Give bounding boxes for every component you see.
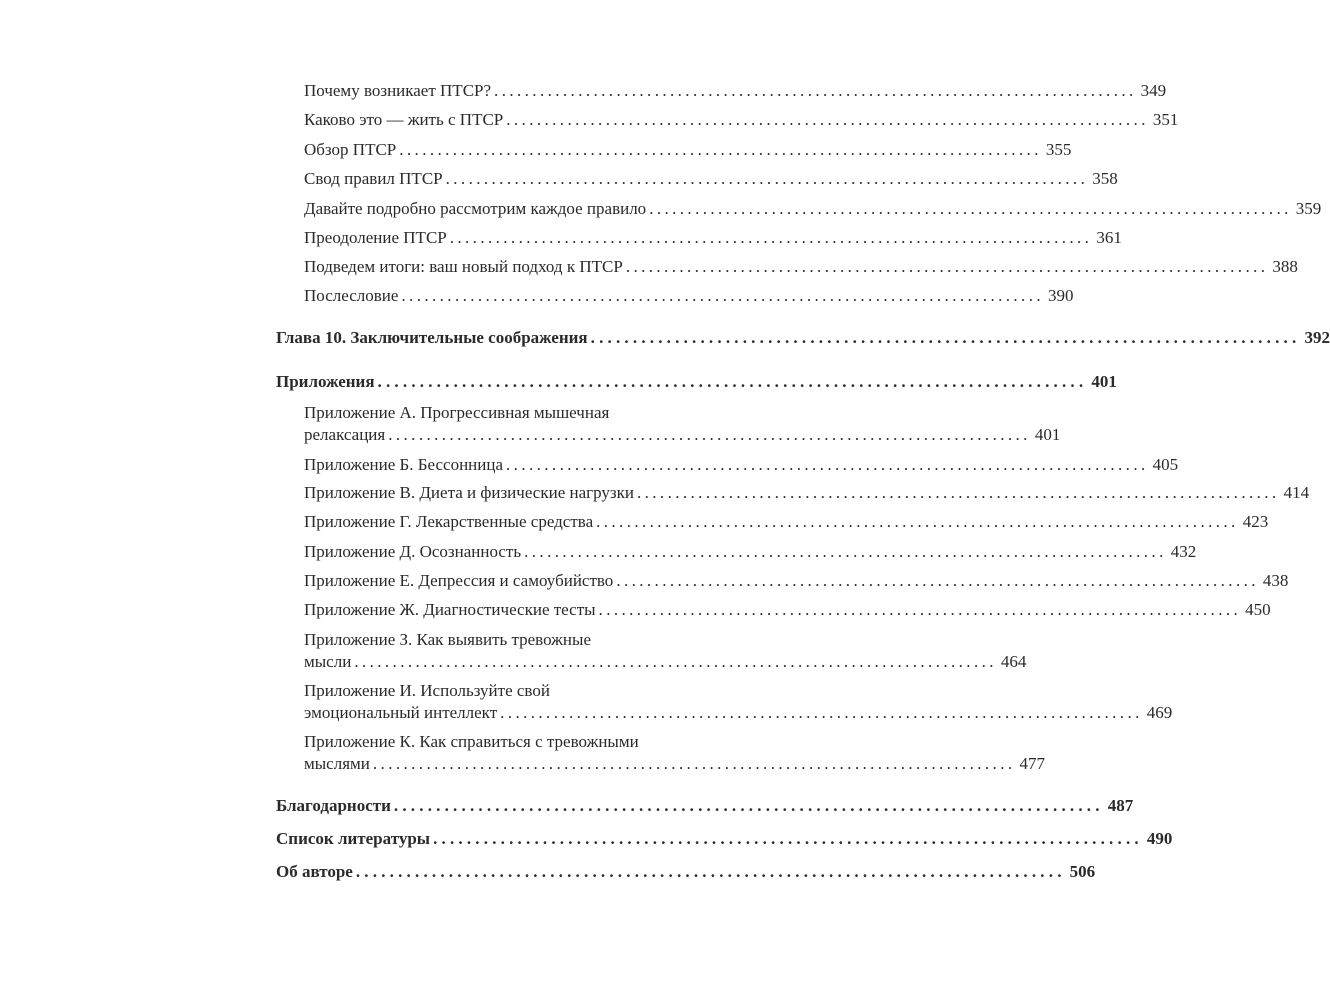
toc-page-number: 469 bbox=[1146, 703, 1173, 722]
toc-page-number: 477 bbox=[1019, 754, 1045, 773]
toc-entry[interactable] bbox=[304, 168, 1118, 190]
dot-leader: .................................................................................... bbox=[596, 512, 1239, 531]
toc-entry-title: Давайте подробно рассмотрим каждое правило bbox=[304, 199, 647, 218]
toc-entry[interactable] bbox=[304, 702, 1173, 724]
toc-entry[interactable] bbox=[304, 753, 1045, 775]
dot-leader: .................................................................................... bbox=[355, 862, 1066, 881]
toc-entry[interactable] bbox=[304, 651, 1027, 673]
toc-entry-title: эмоциональный интеллект bbox=[304, 703, 498, 722]
toc-entry[interactable] bbox=[304, 454, 1179, 476]
dot-leader: .................................................................................... bbox=[445, 169, 1089, 188]
toc-entry-title-line1: Приложение А. Прогрессивная мышечная bbox=[304, 403, 610, 422]
toc-page-number: 506 bbox=[1069, 862, 1096, 881]
toc-page-number: 414 bbox=[1283, 483, 1310, 502]
toc-entry-title: Подведем итоги: ваш новый подход к ПТСР bbox=[304, 257, 623, 276]
toc-entry-title: Обзор ПТСР bbox=[304, 140, 397, 159]
toc-entry[interactable] bbox=[304, 109, 1179, 131]
toc-page-number: 450 bbox=[1245, 600, 1271, 619]
toc-entry-title-line1: Приложение З. Как выявить тревожные bbox=[304, 630, 591, 649]
toc-entry-title: Благодарности bbox=[276, 796, 391, 815]
toc-entry[interactable] bbox=[304, 139, 1072, 161]
toc-page-number: 349 bbox=[1140, 81, 1167, 100]
toc-page-number: 487 bbox=[1107, 796, 1134, 815]
toc-page-number: 438 bbox=[1262, 571, 1289, 590]
toc-entry[interactable] bbox=[304, 424, 1061, 446]
dot-leader: .................................................................................... bbox=[590, 328, 1301, 347]
toc-entry[interactable] bbox=[304, 599, 1271, 621]
toc-page-number: 355 bbox=[1045, 140, 1072, 159]
toc-entry[interactable] bbox=[304, 285, 1074, 307]
toc-entry[interactable] bbox=[304, 227, 1122, 249]
toc-entry-title: мыслями bbox=[304, 754, 370, 773]
dot-leader: .................................................................................... bbox=[494, 81, 1137, 100]
toc-entry-title: Список литературы bbox=[276, 829, 431, 848]
toc-page-number: 423 bbox=[1242, 512, 1269, 531]
toc-entry-title: Свод правил ПТСР bbox=[304, 169, 443, 188]
toc-entry-title: Приложение Ж. Диагностические тесты bbox=[304, 600, 596, 619]
dot-leader: .................................................................................... bbox=[388, 425, 1031, 444]
toc-entry-title: Приложения bbox=[276, 372, 375, 391]
dot-leader: .................................................................................... bbox=[598, 600, 1242, 619]
toc-entry-title: Приложение Е. Депрессия и самоубийство bbox=[304, 571, 614, 590]
dot-leader: .................................................................................... bbox=[393, 796, 1104, 815]
toc-page-number: 351 bbox=[1152, 110, 1179, 129]
dot-leader: .................................................................................... bbox=[649, 199, 1292, 218]
dot-leader: .................................................................................... bbox=[449, 228, 1093, 247]
toc-page-number: 401 bbox=[1091, 372, 1117, 391]
dot-leader: .................................................................................... bbox=[354, 652, 997, 671]
toc-entry[interactable] bbox=[304, 80, 1167, 102]
toc-chapter-entry[interactable] bbox=[276, 861, 1096, 883]
dot-leader: .................................................................................... bbox=[399, 140, 1042, 159]
toc-entry-title: Преодоление ПТСР bbox=[304, 228, 447, 247]
toc-entry-title: релаксация bbox=[304, 425, 386, 444]
dot-leader: .................................................................................... bbox=[616, 571, 1259, 590]
toc-page-number: 464 bbox=[1000, 652, 1027, 671]
dot-leader: .................................................................................... bbox=[524, 542, 1167, 561]
toc-entry-title: Каково это — жить с ПТСР bbox=[304, 110, 504, 129]
toc-chapter-entry[interactable] bbox=[276, 371, 1117, 393]
dot-leader: .................................................................................... bbox=[506, 455, 1149, 474]
toc-page-number: 401 bbox=[1034, 425, 1061, 444]
toc-entry-title-line1: Приложение И. Используйте свой bbox=[304, 681, 550, 700]
toc-entry[interactable] bbox=[304, 541, 1197, 563]
toc-entry[interactable] bbox=[304, 198, 1322, 220]
dot-leader: .................................................................................... bbox=[500, 703, 1143, 722]
dot-leader: .................................................................................... bbox=[506, 110, 1149, 129]
toc-page-number: 390 bbox=[1048, 286, 1074, 305]
toc-page-number: 388 bbox=[1272, 257, 1298, 276]
toc-entry-title: Глава 10. Заключительные соображения bbox=[276, 328, 588, 347]
toc-chapter-entry[interactable] bbox=[276, 795, 1134, 817]
toc-entry-title: Приложение Г. Лекарственные средства bbox=[304, 512, 594, 531]
toc-page-number: 361 bbox=[1096, 228, 1122, 247]
toc-page-number: 405 bbox=[1152, 455, 1179, 474]
dot-leader: .................................................................................... bbox=[372, 754, 1016, 773]
dot-leader: .................................................................................... bbox=[401, 286, 1045, 305]
toc-page-number: 490 bbox=[1146, 829, 1173, 848]
toc-entry-title: Приложение В. Диета и физические нагрузки bbox=[304, 483, 634, 502]
toc-entry-title: Приложение Б. Бессонница bbox=[304, 455, 504, 474]
dot-leader: .................................................................................... bbox=[625, 257, 1269, 276]
toc-entry[interactable] bbox=[304, 482, 1310, 504]
toc-entry-title: Почему возникает ПТСР? bbox=[304, 81, 492, 100]
toc-page-number: 432 bbox=[1170, 542, 1197, 561]
dot-leader: .................................................................................... bbox=[636, 483, 1280, 502]
toc-chapter-entry[interactable] bbox=[276, 327, 1330, 349]
toc-entry[interactable] bbox=[304, 511, 1269, 533]
toc-entry[interactable] bbox=[304, 256, 1298, 278]
toc-page-number: 392 bbox=[1304, 328, 1330, 347]
toc-page-number: 358 bbox=[1092, 169, 1118, 188]
dot-leader: .................................................................................... bbox=[433, 829, 1143, 848]
toc-chapter-entry[interactable] bbox=[276, 828, 1173, 850]
toc-entry-title-line1: Приложение К. Как справиться с тревожными bbox=[304, 732, 639, 751]
toc-entry-title: Послесловие bbox=[304, 286, 399, 305]
toc-entry-title: мысли bbox=[304, 652, 352, 671]
dot-leader: .................................................................................... bbox=[377, 372, 1088, 391]
toc-entry-title: Об авторе bbox=[276, 862, 353, 881]
toc-entry[interactable] bbox=[304, 570, 1289, 592]
toc-entry-title: Приложение Д. Осознанность bbox=[304, 542, 522, 561]
toc-page-number: 359 bbox=[1295, 199, 1322, 218]
